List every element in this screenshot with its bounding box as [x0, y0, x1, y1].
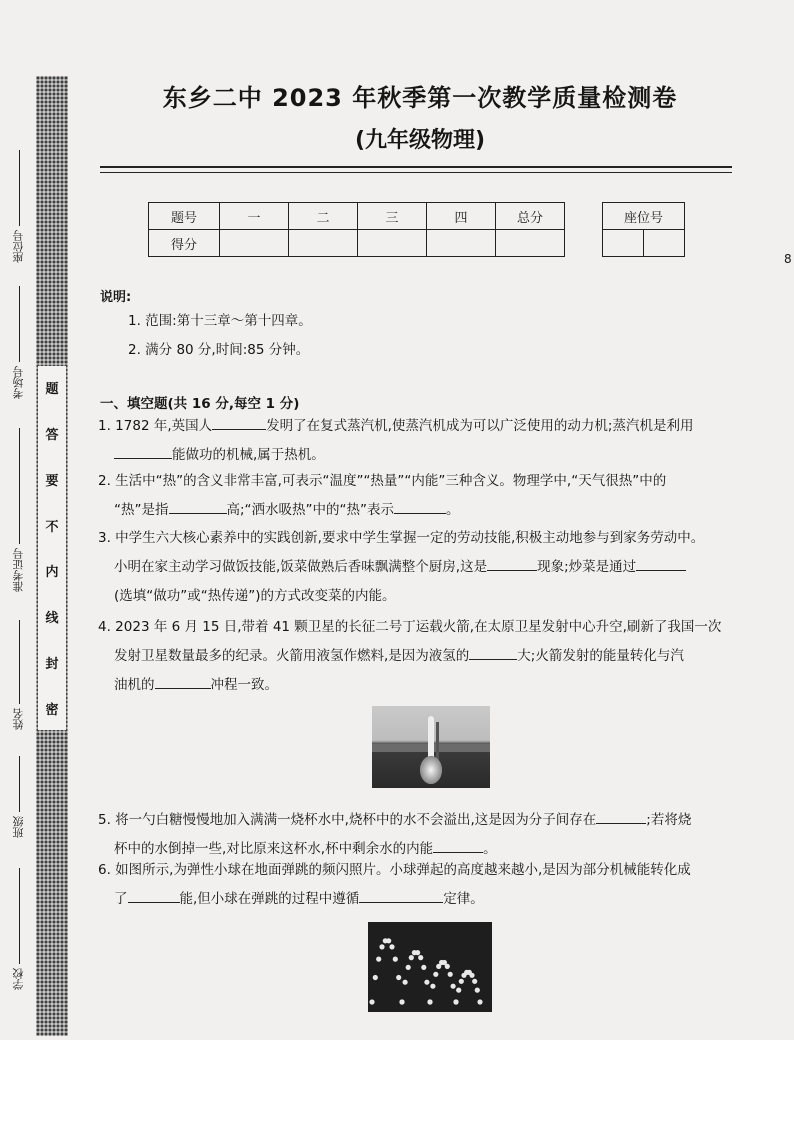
- column-header: 三: [358, 203, 427, 230]
- binding-char: 线: [45, 611, 59, 627]
- answer-blank[interactable]: [212, 414, 266, 430]
- score-cell[interactable]: [496, 230, 565, 257]
- score-cell[interactable]: [220, 230, 289, 257]
- seat-cell[interactable]: [603, 230, 644, 257]
- ball-image: [477, 999, 482, 1004]
- page-subtitle: (九年级物理): [354, 128, 486, 153]
- answer-blank[interactable]: [394, 498, 446, 514]
- page-title: 东乡二中 2023 年秋季第一次教学质量检测卷: [162, 84, 678, 112]
- section-heading: 一、填空题(共 16 分,每空 1 分): [100, 396, 300, 412]
- score-cell[interactable]: [289, 230, 358, 257]
- ball-image: [424, 980, 429, 985]
- instruction-item: 2. 满分 80 分,时间:85 分钟。: [128, 342, 310, 358]
- score-table-header-row: [149, 203, 565, 230]
- side-field-seat: 座位号: [2, 150, 36, 267]
- ball-image: [396, 975, 401, 980]
- question-4: 4. 2023 年 6 月 15 日,带着 41 颗卫星的长征二号丁运载火箭,在太原卫星发射中心升空,刷新了我国一次 发射卫星数量最多的纪录。火箭用液氢作燃料,是因为液氢的 大;火箭发射的能量转化与汽 油机的 冲程一致。: [98, 619, 722, 693]
- ball-image: [448, 972, 453, 977]
- ball-image: [453, 999, 458, 1004]
- ball-image: [373, 975, 378, 980]
- answer-blank[interactable]: [155, 673, 211, 689]
- question-2: 2. 生活中“热”的含义非常丰富,可表示“温度”“热量”“内能”三种含义。物理学中,“天气很热”中的 “热”是指 高;“洒水吸热”中的“热”表示 。: [98, 473, 667, 518]
- ball-image: [369, 999, 374, 1004]
- instructions-heading: 说明:: [100, 290, 132, 305]
- column-header: 总分: [496, 203, 565, 230]
- column-header: 四: [427, 203, 496, 230]
- side-field-admission: 准考证号: [2, 428, 36, 596]
- binding-char: 答: [45, 427, 59, 443]
- ball-image: [393, 957, 398, 962]
- answer-blank[interactable]: [469, 644, 517, 660]
- score-cell[interactable]: [358, 230, 427, 257]
- binding-char: 内: [45, 565, 59, 581]
- answer-blank[interactable]: [128, 887, 180, 903]
- binding-warning: [38, 366, 66, 730]
- binding-char: 题: [45, 382, 59, 397]
- ball-image: [456, 988, 461, 993]
- seat-number-box: [602, 202, 685, 257]
- ball-image: [399, 999, 404, 1004]
- binding-char: 密: [45, 702, 59, 718]
- score-table-score-row: [149, 230, 565, 257]
- answer-blank[interactable]: [359, 887, 443, 903]
- binding-char: 封: [45, 657, 59, 673]
- binding-char: 不: [45, 519, 59, 535]
- ball-image: [421, 965, 426, 970]
- ball-image: [389, 944, 394, 949]
- page-footer: [0, 1040, 794, 1124]
- ball-image: [445, 964, 450, 969]
- header-rule-thin: [100, 172, 732, 173]
- header-rule: [100, 166, 732, 168]
- ball-image: [433, 972, 438, 977]
- score-table: [148, 202, 565, 257]
- question-3: 3. 中学生六大核心素养中的实践创新,要求中学生掌握一定的劳动技能,积极主动地参与到家务劳动中。 小明在家主动学习做饭技能,饭菜做熟后香味飘满整个厨房,这是 现象;炒菜是通过 (选填“做功”或“热传递”)的方式改变菜的内能。: [98, 530, 705, 604]
- answer-blank[interactable]: [596, 808, 646, 824]
- answer-blank[interactable]: [636, 555, 686, 571]
- instruction-item: 1. 范围:第十三章～第十四章。: [128, 313, 312, 329]
- ball-image: [403, 980, 408, 985]
- ball-image: [379, 944, 384, 949]
- question-1: 1. 1782 年,英国人 发明了在复式蒸汽机,使蒸汽机成为可以广泛使用的动力机;蒸汽机是利用 能做功的机械,属于热机。: [98, 412, 738, 470]
- row-header: 得分: [149, 230, 220, 257]
- ball-image: [386, 938, 391, 943]
- ball-image: [475, 988, 480, 993]
- ball-image: [415, 950, 420, 955]
- seat-cell[interactable]: [644, 230, 685, 257]
- seat-label: 座位号: [603, 203, 685, 230]
- bouncing-ball-photo: [368, 922, 492, 1012]
- column-header: 一: [220, 203, 289, 230]
- ball-image: [451, 984, 456, 989]
- side-field-room: 考场号: [2, 286, 36, 403]
- side-field-name: 姓名: [2, 620, 36, 734]
- row-header: 题号: [149, 203, 220, 230]
- margin-mark: 8: [784, 252, 792, 266]
- answer-blank[interactable]: [169, 498, 227, 514]
- column-header: 二: [289, 203, 358, 230]
- ball-image: [418, 955, 423, 960]
- ball-image: [430, 984, 435, 989]
- ball-image: [472, 979, 477, 984]
- side-field-class: 班级: [2, 756, 36, 842]
- score-cell[interactable]: [427, 230, 496, 257]
- ball-image: [406, 965, 411, 970]
- answer-blank[interactable]: [487, 555, 537, 571]
- ball-image: [469, 973, 474, 978]
- ball-image: [409, 955, 414, 960]
- ball-image: [427, 999, 432, 1004]
- ball-image: [459, 979, 464, 984]
- answer-blank[interactable]: [114, 443, 172, 459]
- rocket-launch-photo: [372, 706, 490, 788]
- question-6: 6. 如图所示,为弹性小球在地面弹跳的频闪照片。小球弹起的高度越来越小,是因为部分机械能转化成 了 能,但小球在弹跳的过程中遵循 定律。: [98, 862, 691, 907]
- question-5: 5. 将一勺白糖慢慢地加入满满一烧杯水中,烧杯中的水不会溢出,这是因为分子间存在 ;若将烧 杯中的水倒掉一些,对比原来这杯水,杯中剩余水的内能 。: [98, 806, 738, 864]
- ball-image: [376, 957, 381, 962]
- answer-blank[interactable]: [433, 837, 483, 853]
- side-field-school: 学校: [2, 868, 36, 994]
- binding-char: 要: [45, 473, 59, 489]
